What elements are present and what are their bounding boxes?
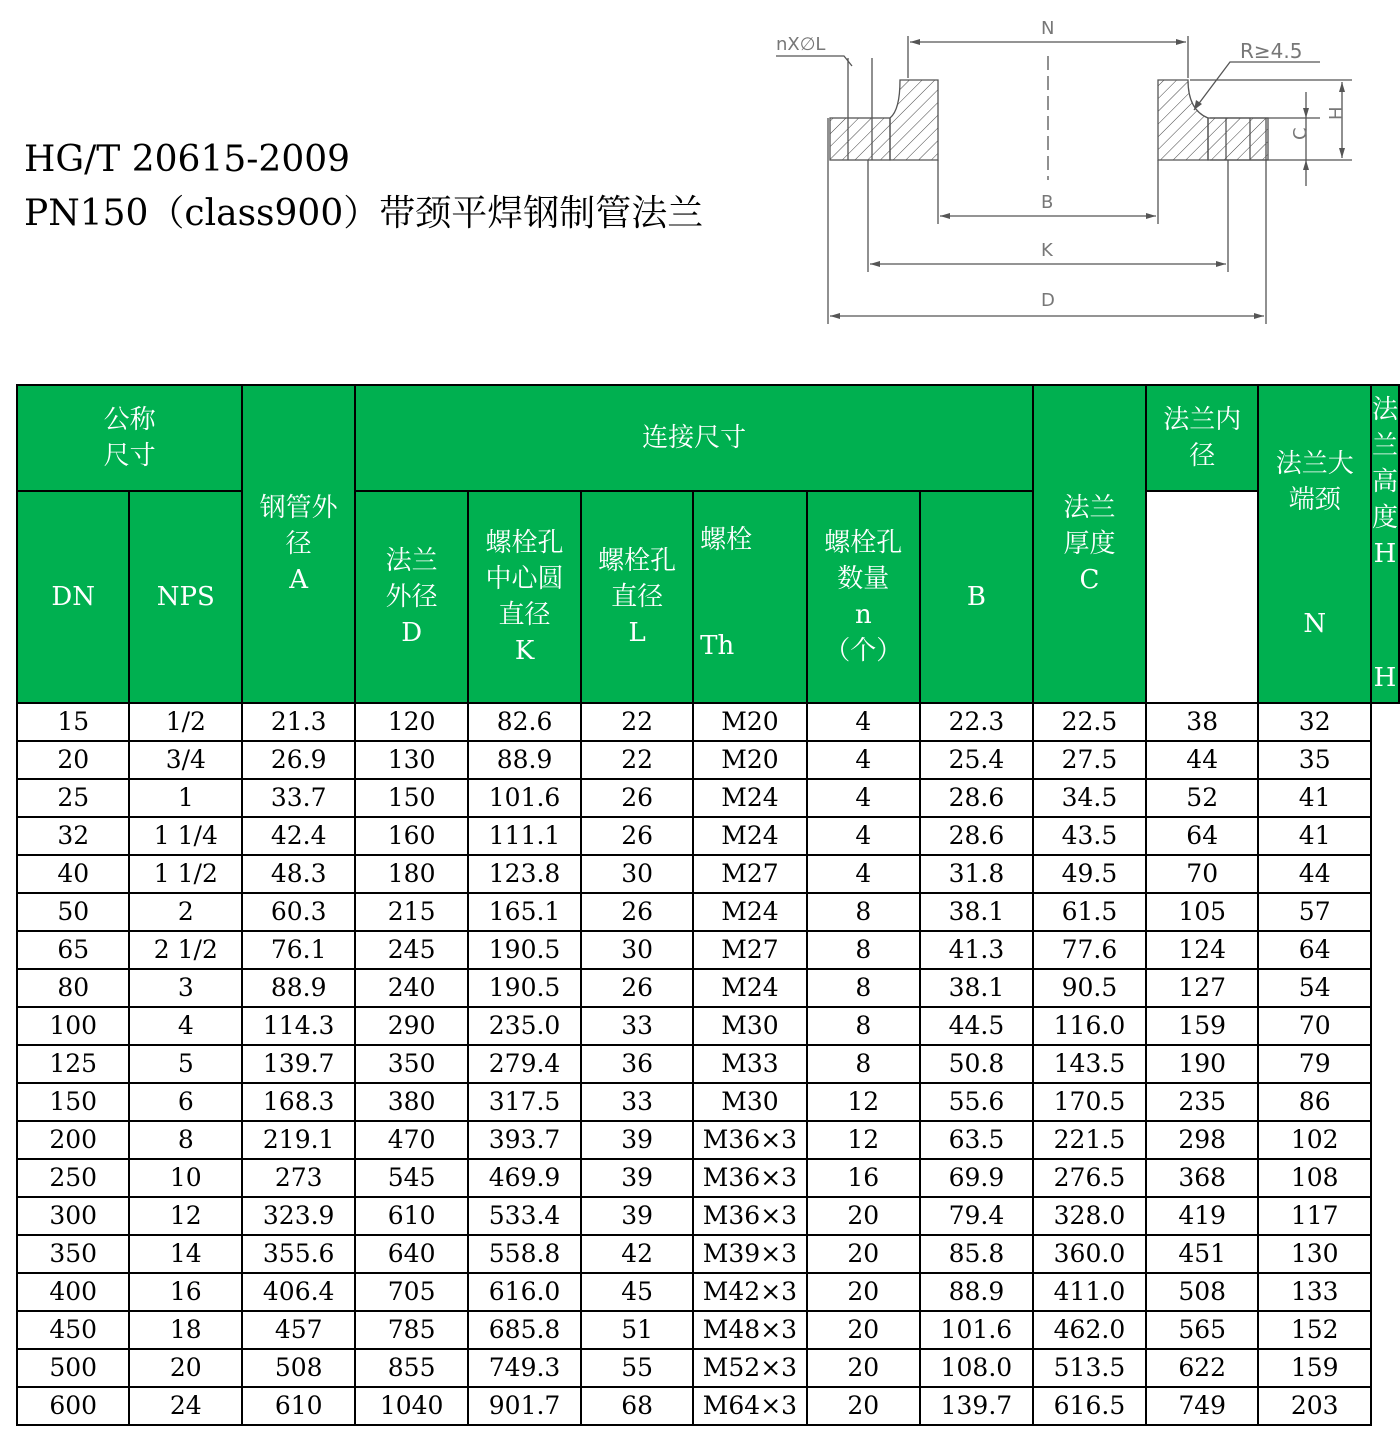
dim-c-label: C [1290,127,1311,140]
cell-inner-dia: 143.5 [1033,1045,1146,1083]
cell-height: 57 [1258,893,1371,931]
cell-bolt-hole-dia: 22 [581,703,693,741]
cell-bolt-count: 8 [807,1007,920,1045]
cell-thickness: 31.8 [920,855,1033,893]
cell-thickness: 28.6 [920,779,1033,817]
cell-inner-dia: 49.5 [1033,855,1146,893]
holes-label: nX∅L [776,34,826,55]
cell-hub-dia: 298 [1146,1121,1258,1159]
cell-thickness: 55.6 [920,1083,1033,1121]
cell-bolt-circle: 123.8 [468,855,581,893]
cell-height: 35 [1258,741,1371,779]
cell-bolt: M27 [693,855,807,893]
cell-bolt: M24 [693,893,807,931]
cell-height: 32 [1258,703,1371,741]
cell-pipe-od: 323.9 [242,1197,355,1235]
cell-flange-od: 855 [355,1349,468,1387]
header-hub: 法兰大 端颈 N [1258,385,1371,703]
cell-height: 70 [1258,1007,1371,1045]
dim-h-label: H [1326,106,1347,120]
cell-pipe-od: 114.3 [242,1007,355,1045]
table-row [17,817,1399,855]
cell-hub-dia: 124 [1146,931,1258,969]
cell-bolt-hole-dia: 26 [581,969,693,1007]
cell-thickness: 88.9 [920,1273,1033,1311]
cell-bolt-circle: 317.5 [468,1083,581,1121]
cell-bolt-count: 4 [807,741,920,779]
cell-height: 130 [1258,1235,1371,1273]
cell-bolt-count: 4 [807,855,920,893]
cell-bolt-circle: 190.5 [468,969,581,1007]
cell-hub-dia: 565 [1146,1311,1258,1349]
cell-inner-dia: 22.5 [1033,703,1146,741]
cell-pipe-od: 21.3 [242,703,355,741]
cell-hub-dia: 127 [1146,969,1258,1007]
cell-bolt-count: 12 [807,1121,920,1159]
cell-thickness: 101.6 [920,1311,1033,1349]
cell-nps: 1 1/4 [129,817,242,855]
cell-flange-od: 130 [355,741,468,779]
cell-pipe-od: 76.1 [242,931,355,969]
cell-bolt-count: 20 [807,1311,920,1349]
cell-hub-dia: 235 [1146,1083,1258,1121]
cell-nps: 3 [129,969,242,1007]
cell-pipe-od: 33.7 [242,779,355,817]
cell-flange-od: 180 [355,855,468,893]
cell-nps: 16 [129,1273,242,1311]
cell-height: 41 [1258,817,1371,855]
cell-nps: 6 [129,1083,242,1121]
cell-height: 41 [1258,779,1371,817]
cell-bolt-circle: 558.8 [468,1235,581,1273]
cell-nps: 20 [129,1349,242,1387]
cell-nps: 2 1/2 [129,931,242,969]
left-section [890,80,938,160]
table-row [17,1311,1399,1349]
cell-thickness: 69.9 [920,1159,1033,1197]
cell-hub-dia: 508 [1146,1273,1258,1311]
header-thickness: 法兰 厚度 C [1033,385,1146,703]
cell-dn: 600 [17,1387,129,1425]
page-title: HG/T 20615-2009 [24,139,351,180]
header-pipe-od: 钢管外 径 A [242,385,355,703]
cell-inner-dia: 411.0 [1033,1273,1146,1311]
cell-flange-od: 245 [355,931,468,969]
cell-bolt: M20 [693,703,807,741]
cell-bolt-circle: 82.6 [468,703,581,741]
header-bolt-hole-dia: 螺栓孔 直径 L [581,491,693,703]
cell-height: 64 [1258,931,1371,969]
cell-inner-dia: 221.5 [1033,1121,1146,1159]
table-row [17,1273,1399,1311]
header-inner-dia-b: B [920,491,1033,703]
table-row [17,779,1399,817]
cell-dn: 40 [17,855,129,893]
table-row [17,1121,1399,1159]
cell-dn: 20 [17,741,129,779]
table-row [17,855,1399,893]
cell-bolt: M33 [693,1045,807,1083]
table-row [17,1387,1399,1425]
cell-bolt-hole-dia: 26 [581,817,693,855]
cell-pipe-od: 457 [242,1311,355,1349]
cell-pipe-od: 219.1 [242,1121,355,1159]
cell-nps: 3/4 [129,741,242,779]
table-row [17,741,1399,779]
cell-bolt: M36×3 [693,1121,807,1159]
cell-bolt: M20 [693,741,807,779]
cell-bolt: M42×3 [693,1273,807,1311]
cell-dn: 250 [17,1159,129,1197]
cell-bolt-circle: 190.5 [468,931,581,969]
cell-nps: 1/2 [129,703,242,741]
cell-bolt-hole-dia: 30 [581,855,693,893]
cell-nps: 5 [129,1045,242,1083]
header-flange-od: 法兰 外径 D [355,491,468,703]
header-nominal-size: 公称 尺寸 [17,385,242,491]
cell-bolt-circle: 235.0 [468,1007,581,1045]
cell-height: 86 [1258,1083,1371,1121]
cell-pipe-od: 42.4 [242,817,355,855]
cell-pipe-od: 508 [242,1349,355,1387]
cell-height: 79 [1258,1045,1371,1083]
cell-inner-dia: 360.0 [1033,1235,1146,1273]
cell-nps: 2 [129,893,242,931]
cell-thickness: 38.1 [920,969,1033,1007]
cell-flange-od: 350 [355,1045,468,1083]
cell-dn: 500 [17,1349,129,1387]
cell-bolt-circle: 101.6 [468,779,581,817]
cell-height: 44 [1258,855,1371,893]
right-section [1158,80,1208,160]
radius-label: R≥4.5 [1240,39,1303,63]
cell-bolt-count: 4 [807,779,920,817]
cell-bolt-hole-dia: 33 [581,1007,693,1045]
cell-dn: 150 [17,1083,129,1121]
cell-dn: 350 [17,1235,129,1273]
cell-bolt-hole-dia: 22 [581,741,693,779]
cell-bolt: M24 [693,779,807,817]
cell-pipe-od: 168.3 [242,1083,355,1121]
cell-inner-dia: 27.5 [1033,741,1146,779]
cell-bolt-count: 20 [807,1235,920,1273]
cell-bolt-hole-dia: 51 [581,1311,693,1349]
cell-nps: 18 [129,1311,242,1349]
cell-bolt-hole-dia: 30 [581,931,693,969]
cell-height: 117 [1258,1197,1371,1235]
cell-bolt: M36×3 [693,1197,807,1235]
cell-height: 203 [1258,1387,1371,1425]
cell-pipe-od: 48.3 [242,855,355,893]
cell-flange-od: 1040 [355,1387,468,1425]
cell-bolt-circle: 165.1 [468,893,581,931]
cell-height: 108 [1258,1159,1371,1197]
cell-hub-dia: 749 [1146,1387,1258,1425]
cell-dn: 400 [17,1273,129,1311]
cell-bolt-circle: 88.9 [468,741,581,779]
cell-bolt: M27 [693,931,807,969]
cell-bolt-count: 20 [807,1197,920,1235]
table-row [17,703,1399,741]
cell-nps: 8 [129,1121,242,1159]
cell-thickness: 79.4 [920,1197,1033,1235]
dim-d-label: D [1041,290,1055,311]
cell-inner-dia: 513.5 [1033,1349,1146,1387]
cell-flange-od: 640 [355,1235,468,1273]
cell-bolt-hole-dia: 45 [581,1273,693,1311]
cell-bolt-hole-dia: 39 [581,1197,693,1235]
cell-bolt-hole-dia: 42 [581,1235,693,1273]
cell-bolt: M24 [693,817,807,855]
dim-n-label: N [1041,18,1055,39]
cell-pipe-od: 406.4 [242,1273,355,1311]
cell-bolt-count: 12 [807,1083,920,1121]
cell-thickness: 108.0 [920,1349,1033,1387]
cell-bolt: M30 [693,1007,807,1045]
cell-inner-dia: 61.5 [1033,893,1146,931]
cell-pipe-od: 355.6 [242,1235,355,1273]
cell-height: 102 [1258,1121,1371,1159]
cell-dn: 32 [17,817,129,855]
cell-inner-dia: 616.5 [1033,1387,1146,1425]
cell-hub-dia: 52 [1146,779,1258,817]
cell-nps: 4 [129,1007,242,1045]
cell-bolt-circle: 749.3 [468,1349,581,1387]
cell-dn: 80 [17,969,129,1007]
cell-bolt-circle: 469.9 [468,1159,581,1197]
cell-inner-dia: 170.5 [1033,1083,1146,1121]
cell-nps: 14 [129,1235,242,1273]
cell-pipe-od: 273 [242,1159,355,1197]
cell-dn: 125 [17,1045,129,1083]
header-bolt: 螺栓 Th [693,491,807,703]
cell-pipe-od: 60.3 [242,893,355,931]
cell-thickness: 44.5 [920,1007,1033,1045]
cell-inner-dia: 77.6 [1033,931,1146,969]
cell-bolt: M24 [693,969,807,1007]
cell-flange-od: 705 [355,1273,468,1311]
cell-thickness: 139.7 [920,1387,1033,1425]
cell-bolt: M30 [693,1083,807,1121]
cell-flange-od: 290 [355,1007,468,1045]
cell-bolt-count: 16 [807,1159,920,1197]
dim-b-label: B [1041,192,1054,213]
cell-height: 159 [1258,1349,1371,1387]
cell-flange-od: 120 [355,703,468,741]
cell-bolt-count: 8 [807,931,920,969]
cell-dn: 200 [17,1121,129,1159]
table-row [17,1045,1399,1083]
header-bolt-count: 螺栓孔 数量 n （个） [807,491,920,703]
cell-hub-dia: 190 [1146,1045,1258,1083]
cell-nps: 12 [129,1197,242,1235]
cell-hub-dia: 38 [1146,703,1258,741]
cell-bolt: M52×3 [693,1349,807,1387]
cell-thickness: 38.1 [920,893,1033,931]
table-row [17,893,1399,931]
cell-inner-dia: 276.5 [1033,1159,1146,1197]
cell-nps: 24 [129,1387,242,1425]
cell-pipe-od: 610 [242,1387,355,1425]
table-row [17,1083,1399,1121]
cell-flange-od: 610 [355,1197,468,1235]
cell-inner-dia: 34.5 [1033,779,1146,817]
cell-bolt: M39×3 [693,1235,807,1273]
cell-hub-dia: 64 [1146,817,1258,855]
cell-dn: 450 [17,1311,129,1349]
cell-bolt-hole-dia: 26 [581,779,693,817]
cell-inner-dia: 90.5 [1033,969,1146,1007]
header-nps: NPS [129,491,242,703]
cell-flange-od: 380 [355,1083,468,1121]
cell-bolt-hole-dia: 39 [581,1159,693,1197]
cell-bolt-circle: 685.8 [468,1311,581,1349]
cell-nps: 1 1/2 [129,855,242,893]
cell-bolt-circle: 533.4 [468,1197,581,1235]
cell-height: 54 [1258,969,1371,1007]
cell-hub-dia: 70 [1146,855,1258,893]
cell-nps: 10 [129,1159,242,1197]
header-bolt-circle: 螺栓孔 中心圆 直径 K [468,491,581,703]
cell-bolt-circle: 279.4 [468,1045,581,1083]
cell-flange-od: 545 [355,1159,468,1197]
page-subtitle: PN150（class900）带颈平焊钢制管法兰 [24,193,704,234]
cell-bolt-hole-dia: 26 [581,893,693,931]
cell-bolt-circle: 616.0 [468,1273,581,1311]
flange-drawing [760,0,1400,340]
cell-bolt-hole-dia: 36 [581,1045,693,1083]
cell-dn: 65 [17,931,129,969]
table-row [17,1235,1399,1273]
cell-thickness: 28.6 [920,817,1033,855]
header-inner-dia: 法兰内 径 [1146,385,1258,491]
spec-table [16,384,1400,1426]
cell-bolt-count: 8 [807,1045,920,1083]
header-connection: 连接尺寸 [355,385,1033,491]
cell-inner-dia: 328.0 [1033,1197,1146,1235]
cell-bolt-count: 20 [807,1387,920,1425]
cell-thickness: 25.4 [920,741,1033,779]
cell-height: 152 [1258,1311,1371,1349]
cell-pipe-od: 26.9 [242,741,355,779]
cell-bolt-count: 8 [807,893,920,931]
cell-bolt-circle: 901.7 [468,1387,581,1425]
cell-nps: 1 [129,779,242,817]
cell-bolt-count: 20 [807,1349,920,1387]
cell-hub-dia: 451 [1146,1235,1258,1273]
cell-bolt: M48×3 [693,1311,807,1349]
cell-bolt-count: 20 [807,1273,920,1311]
cell-height: 133 [1258,1273,1371,1311]
cell-dn: 50 [17,893,129,931]
cell-bolt-hole-dia: 39 [581,1121,693,1159]
table-row [17,1197,1399,1235]
table-body [17,703,1399,1425]
cell-flange-od: 150 [355,779,468,817]
cell-bolt-circle: 111.1 [468,817,581,855]
cell-dn: 15 [17,703,129,741]
table-row [17,1007,1399,1045]
cell-bolt-hole-dia: 33 [581,1083,693,1121]
cell-pipe-od: 139.7 [242,1045,355,1083]
cell-bolt-hole-dia: 55 [581,1349,693,1387]
cell-hub-dia: 44 [1146,741,1258,779]
cell-bolt: M36×3 [693,1159,807,1197]
cell-thickness: 63.5 [920,1121,1033,1159]
header-dn: DN [17,491,129,703]
cell-flange-od: 785 [355,1311,468,1349]
cell-hub-dia: 622 [1146,1349,1258,1387]
header-height: 法兰高 度H H [1371,385,1399,703]
cell-flange-od: 215 [355,893,468,931]
cell-thickness: 50.8 [920,1045,1033,1083]
cell-flange-od: 160 [355,817,468,855]
cell-dn: 100 [17,1007,129,1045]
cell-inner-dia: 116.0 [1033,1007,1146,1045]
table-row [17,1159,1399,1197]
cell-dn: 300 [17,1197,129,1235]
cell-hub-dia: 105 [1146,893,1258,931]
cell-bolt-circle: 393.7 [468,1121,581,1159]
cell-bolt-count: 4 [807,817,920,855]
cell-hub-dia: 419 [1146,1197,1258,1235]
cell-hub-dia: 368 [1146,1159,1258,1197]
cell-dn: 25 [17,779,129,817]
cell-bolt-count: 8 [807,969,920,1007]
cell-flange-od: 240 [355,969,468,1007]
cell-thickness: 85.8 [920,1235,1033,1273]
dim-k-label: K [1041,240,1053,261]
cell-thickness: 41.3 [920,931,1033,969]
cell-hub-dia: 159 [1146,1007,1258,1045]
table-row [17,931,1399,969]
cell-pipe-od: 88.9 [242,969,355,1007]
cell-bolt-hole-dia: 68 [581,1387,693,1425]
cell-thickness: 22.3 [920,703,1033,741]
cell-inner-dia: 462.0 [1033,1311,1146,1349]
cell-inner-dia: 43.5 [1033,817,1146,855]
table-row [17,1349,1399,1387]
cell-bolt: M64×3 [693,1387,807,1425]
table-row [17,969,1399,1007]
cell-bolt-count: 4 [807,703,920,741]
cell-flange-od: 470 [355,1121,468,1159]
